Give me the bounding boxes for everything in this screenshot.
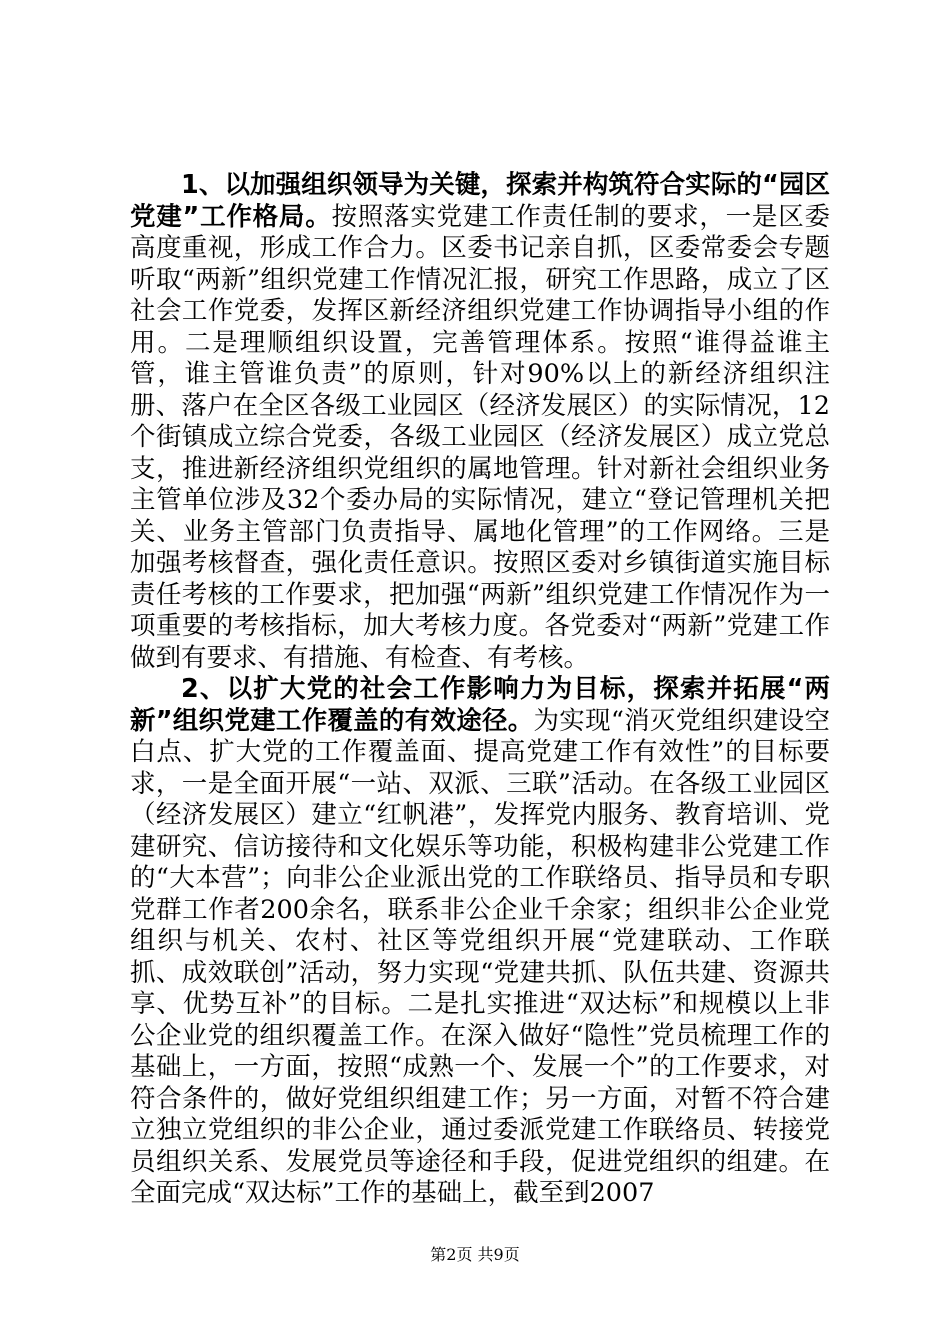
page-number: 第2页 共9页 <box>430 1245 520 1264</box>
paragraph-2 <box>130 674 830 1210</box>
page-footer <box>0 1245 950 1265</box>
paragraph-1-text: 按照落实党建工作责任制的要求，一是区委高度重视，形成工作合力。区委书记亲自抓，区委常委会专题听取“两新”组织党建工作情况汇报，研究工作思路，成立了区社会工作党委，发挥区新经济组织党建工作协调指导小组的作用。二是理顺组织设置，完善管理体系。按照“谁得益谁主管，谁主管谁负责”的原则，针对90%以上的新经济组织注册、落户在全区各级工业园区（经济发展区）的实际情况，12个街镇成立综合党委，各级工业园区（经济发展区）成立党总支，推进新经济组织党组织的属地管理。针对新社会组织业务主管单位涉及32个委办局的实际情况，建立“登记管理机关把关、业务主管部门负责指导、属地化管理”的工作网络。三是加强考核督查，强化责任意识。按照区委对乡镇街道实施目标责任考核的工作要求，把加强“两新”组织党建工作情况作为一项重要的考核指标，加大考核力度。各党委对“两新”党建工作做到有要求、有措施、有检查、有考核。 <box>130 201 830 673</box>
paragraph-2-text: 为实现“消灭党组织建设空白点、扩大党的工作覆盖面、提高党建工作有效性”的目标要求，一是全面开展“一站、双派、三联”活动。在各级工业园区（经济发展区）建立“红帆港”，发挥党内服务、教育培训、党建研究、信访接待和文化娱乐等功能，积极构建非公党建工作的“大本营”；向非公企业派出党的工作联络员、指导员和专职党群工作者200余名，联系非公企业千余家；组织非公企业党组织与机关、农村、社区等党组织开展“党建联动、工作联抓、成效联创”活动，努力实现“党建共抓、队伍共建、资源共享、优势互补”的目标。二是扎实推进“双达标”和规模以上非公企业党的组织覆盖工作。在深入做好“隐性”党员梳理工作的基础上，一方面，按照“成熟一个、发展一个”的工作要求，对符合条件的，做好党组织组建工作；另一方面，对暂不符合建立独立党组织的非公企业，通过委派党建工作联络员、转接党员组织关系、发展党员等途径和手段，促进党组织的组建。在全面完成“双达标”工作的基础上，截至到2007 <box>130 705 830 1208</box>
document-body <box>130 170 830 1210</box>
paragraph-1 <box>130 170 830 674</box>
paragraph-2-heading: 2、以扩大党的社会工作影响力为目标，探索并拓展“两新”组织党建工作覆盖的有效途径。 <box>130 674 830 736</box>
paragraph-1-heading: 1、以加强组织领导为关键，探索并构筑符合实际的“园区党建”工作格局。 <box>130 170 830 232</box>
